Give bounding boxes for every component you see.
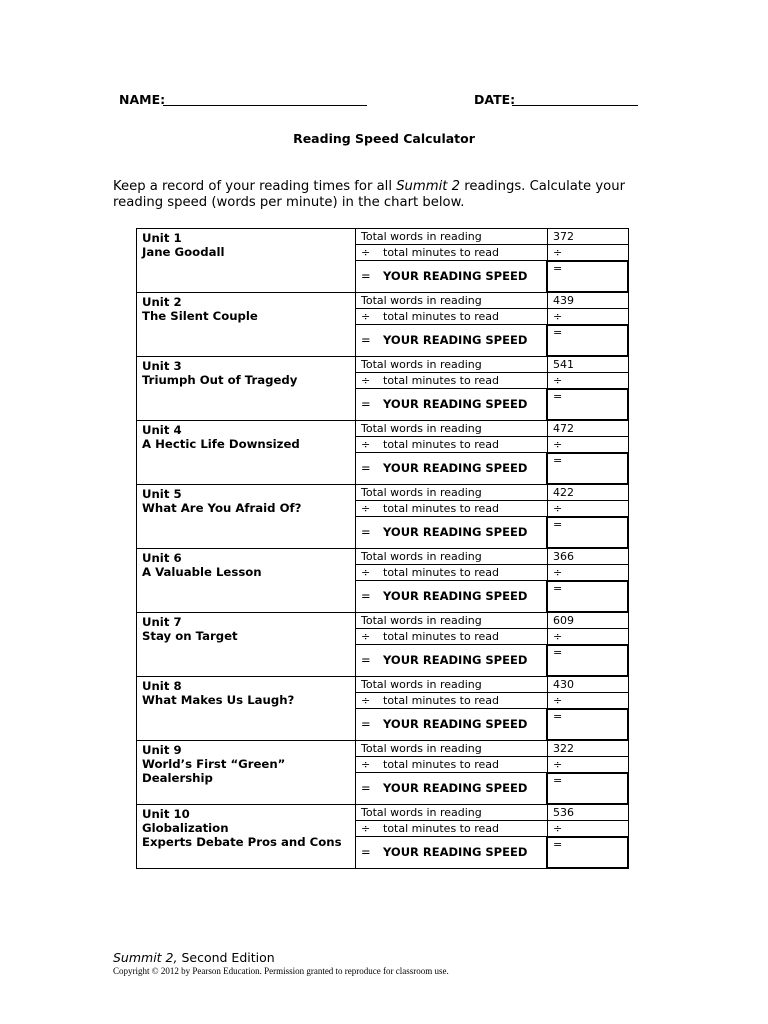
reading-speed-answer-box[interactable]: =	[546, 388, 629, 421]
unit-title: Stay on Target	[142, 629, 238, 643]
total-minutes-label	[356, 501, 547, 517]
unit-number: Unit 10	[142, 807, 190, 821]
divide-symbol: ÷	[361, 822, 371, 835]
total-minutes-text: total minutes to read	[383, 374, 499, 387]
total-words-label: Total words in reading	[356, 357, 547, 373]
unit-number: Unit 6	[142, 551, 182, 565]
total-minutes-text: total minutes to read	[383, 822, 499, 835]
calc-labels-cell	[356, 421, 548, 485]
reading-speed-text: YOUR READING SPEED	[383, 397, 528, 411]
calc-values-cell	[548, 741, 629, 805]
equals-symbol: =	[361, 589, 371, 603]
total-words-label: Total words in reading	[356, 485, 547, 501]
reading-speed-label	[356, 837, 547, 868]
reading-speed-answer-box[interactable]: =	[546, 644, 629, 677]
total-minutes-text: total minutes to read	[383, 694, 499, 707]
minutes-input-field[interactable]: ÷	[548, 373, 628, 389]
calc-values-cell	[548, 421, 629, 485]
unit-title: Globalization	[142, 821, 229, 835]
minutes-input-field[interactable]: ÷	[548, 693, 628, 709]
unit-number: Unit 3	[142, 359, 182, 373]
total-minutes-text: total minutes to read	[383, 438, 499, 451]
divide-symbol: ÷	[361, 758, 371, 771]
unit-title: A Hectic Life Downsized	[142, 437, 300, 451]
equals-symbol: =	[361, 397, 371, 411]
equals-symbol: =	[361, 269, 371, 283]
page-title: Reading Speed Calculator	[293, 131, 475, 146]
calc-values-cell	[548, 805, 629, 869]
unit-row	[137, 677, 629, 741]
calc-values-cell	[548, 229, 629, 293]
unit-title: Triumph Out of Tragedy	[142, 373, 298, 387]
reading-speed-answer-box[interactable]: =	[546, 708, 629, 741]
name-blank-line	[163, 105, 367, 106]
calc-labels-cell	[356, 485, 548, 549]
word-count-value: 439	[548, 293, 628, 309]
minutes-input-field[interactable]: ÷	[548, 821, 628, 837]
unit-cell	[137, 549, 356, 613]
total-minutes-label	[356, 437, 547, 453]
reading-speed-answer-box[interactable]: =	[546, 772, 629, 805]
total-minutes-label	[356, 373, 547, 389]
minutes-input-field[interactable]: ÷	[548, 757, 628, 773]
minutes-input-field[interactable]: ÷	[548, 565, 628, 581]
unit-title: A Valuable Lesson	[142, 565, 262, 579]
unit-number: Unit 7	[142, 615, 182, 629]
calc-labels-cell	[356, 357, 548, 421]
total-minutes-label	[356, 821, 547, 837]
unit-cell	[137, 677, 356, 741]
total-minutes-label	[356, 693, 547, 709]
unit-cell	[137, 613, 356, 677]
word-count-value: 472	[548, 421, 628, 437]
word-count-value: 536	[548, 805, 628, 821]
reading-speed-label	[356, 581, 547, 612]
total-words-label: Total words in reading	[356, 677, 547, 693]
unit-number: Unit 4	[142, 423, 182, 437]
unit-row	[137, 613, 629, 677]
total-minutes-text: total minutes to read	[383, 246, 499, 259]
unit-cell	[137, 421, 356, 485]
calc-values-cell	[548, 613, 629, 677]
unit-cell	[137, 229, 356, 293]
copyright-notice: Copyright © 2012 by Pearson Education. Permission granted to reproduce for classroom use.	[113, 966, 449, 976]
total-words-label: Total words in reading	[356, 613, 547, 629]
word-count-value: 430	[548, 677, 628, 693]
reading-speed-answer-box[interactable]: =	[546, 452, 629, 485]
reading-speed-label	[356, 389, 547, 420]
unit-row	[137, 293, 629, 357]
divide-symbol: ÷	[361, 630, 371, 643]
unit-row	[137, 357, 629, 421]
reading-speed-answer-box[interactable]: =	[546, 836, 629, 869]
minutes-input-field[interactable]: ÷	[548, 437, 628, 453]
total-words-label: Total words in reading	[356, 293, 547, 309]
reading-speed-text: YOUR READING SPEED	[383, 589, 528, 603]
equals-symbol: =	[361, 845, 371, 859]
date-label: DATE:	[474, 92, 516, 107]
minutes-input-field[interactable]: ÷	[548, 245, 628, 261]
reading-speed-label	[356, 709, 547, 740]
word-count-value: 422	[548, 485, 628, 501]
intro-paragraph	[113, 179, 653, 211]
calc-labels-cell	[356, 293, 548, 357]
total-minutes-label	[356, 629, 547, 645]
divide-symbol: ÷	[361, 502, 371, 515]
reading-speed-label	[356, 645, 547, 676]
header-row	[119, 92, 639, 110]
unit-number: Unit 9	[142, 743, 182, 757]
reading-speed-answer-box[interactable]: =	[546, 324, 629, 357]
date-blank-line	[512, 105, 638, 106]
intro-text-before: Keep a record of your reading times for all	[113, 179, 397, 194]
total-minutes-text: total minutes to read	[383, 630, 499, 643]
total-minutes-text: total minutes to read	[383, 758, 499, 771]
calc-labels-cell	[356, 613, 548, 677]
calc-labels-cell	[356, 805, 548, 869]
reading-speed-answer-box[interactable]: =	[546, 580, 629, 613]
reading-speed-label	[356, 517, 547, 548]
word-count-value: 322	[548, 741, 628, 757]
reading-speed-label	[356, 773, 547, 804]
calc-labels-cell	[356, 677, 548, 741]
minutes-input-field[interactable]: ÷	[548, 501, 628, 517]
total-minutes-text: total minutes to read	[383, 566, 499, 579]
reading-speed-text: YOUR READING SPEED	[383, 845, 528, 859]
calc-labels-cell	[356, 549, 548, 613]
reading-speed-text: YOUR READING SPEED	[383, 333, 528, 347]
total-minutes-label	[356, 565, 547, 581]
reading-speed-label	[356, 325, 547, 356]
divide-symbol: ÷	[361, 694, 371, 707]
total-minutes-label	[356, 757, 547, 773]
calc-values-cell	[548, 293, 629, 357]
minutes-input-field[interactable]: ÷	[548, 629, 628, 645]
total-minutes-label	[356, 245, 547, 261]
equals-symbol: =	[361, 461, 371, 475]
equals-symbol: =	[361, 525, 371, 539]
reading-speed-answer-box[interactable]: =	[546, 260, 629, 293]
unit-row	[137, 741, 629, 805]
divide-symbol: ÷	[361, 310, 371, 323]
unit-title: The Silent Couple	[142, 309, 258, 323]
reading-speed-text: YOUR READING SPEED	[383, 525, 528, 539]
calc-values-cell	[548, 357, 629, 421]
unit-title: World’s First “Green” Dealership	[142, 757, 286, 785]
total-words-label: Total words in reading	[356, 805, 547, 821]
word-count-value: 366	[548, 549, 628, 565]
total-words-label: Total words in reading	[356, 741, 547, 757]
reading-speed-label	[356, 453, 547, 484]
divide-symbol: ÷	[361, 438, 371, 451]
unit-cell	[137, 293, 356, 357]
calc-labels-cell	[356, 741, 548, 805]
reading-speed-text: YOUR READING SPEED	[383, 653, 528, 667]
intro-book-title: Summit 2	[396, 179, 461, 194]
unit-row	[137, 549, 629, 613]
divide-symbol: ÷	[361, 374, 371, 387]
unit-number: Unit 5	[142, 487, 182, 501]
divide-symbol: ÷	[361, 246, 371, 259]
unit-cell	[137, 741, 356, 805]
unit-row	[137, 485, 629, 549]
unit-number: Unit 8	[142, 679, 182, 693]
total-words-label: Total words in reading	[356, 229, 547, 245]
unit-row	[137, 421, 629, 485]
unit-title: What Makes Us Laugh?	[142, 693, 295, 707]
name-label: NAME:	[119, 92, 166, 107]
unit-number: Unit 1	[142, 231, 182, 245]
total-minutes-label	[356, 309, 547, 325]
intro-text-after: readings. Calculate your reading speed (words per minute) in the chart below.	[113, 179, 626, 210]
unit-title: Jane Goodall	[142, 245, 225, 259]
unit-number: Unit 2	[142, 295, 182, 309]
unit-title: Experts Debate Pros and Cons	[142, 835, 342, 849]
equals-symbol: =	[361, 653, 371, 667]
equals-symbol: =	[361, 333, 371, 347]
total-words-label: Total words in reading	[356, 549, 547, 565]
minutes-input-field[interactable]: ÷	[548, 309, 628, 325]
calc-values-cell	[548, 485, 629, 549]
unit-cell	[137, 357, 356, 421]
reading-speed-text: YOUR READING SPEED	[383, 269, 528, 283]
unit-row	[137, 229, 629, 293]
unit-title: What Are You Afraid Of?	[142, 501, 302, 515]
reading-speed-answer-box[interactable]: =	[546, 516, 629, 549]
total-minutes-text: total minutes to read	[383, 502, 499, 515]
calc-labels-cell	[356, 229, 548, 293]
reading-speed-text: YOUR READING SPEED	[383, 461, 528, 475]
footer-edition-text: Second Edition	[177, 950, 275, 965]
reading-speed-text: YOUR READING SPEED	[383, 717, 528, 731]
footer-book-title: Summit 2,	[113, 950, 178, 965]
equals-symbol: =	[361, 717, 371, 731]
total-words-label: Total words in reading	[356, 421, 547, 437]
word-count-value: 541	[548, 357, 628, 373]
divide-symbol: ÷	[361, 566, 371, 579]
unit-row	[137, 805, 629, 869]
unit-cell	[137, 485, 356, 549]
equals-symbol: =	[361, 781, 371, 795]
unit-cell	[137, 805, 356, 869]
reading-speed-label	[356, 261, 547, 292]
total-minutes-text: total minutes to read	[383, 310, 499, 323]
footer-edition	[113, 950, 275, 965]
reading-speed-text: YOUR READING SPEED	[383, 781, 528, 795]
word-count-value: 372	[548, 229, 628, 245]
calc-values-cell	[548, 549, 629, 613]
calc-values-cell	[548, 677, 629, 741]
reading-speed-table	[136, 228, 629, 869]
word-count-value: 609	[548, 613, 628, 629]
